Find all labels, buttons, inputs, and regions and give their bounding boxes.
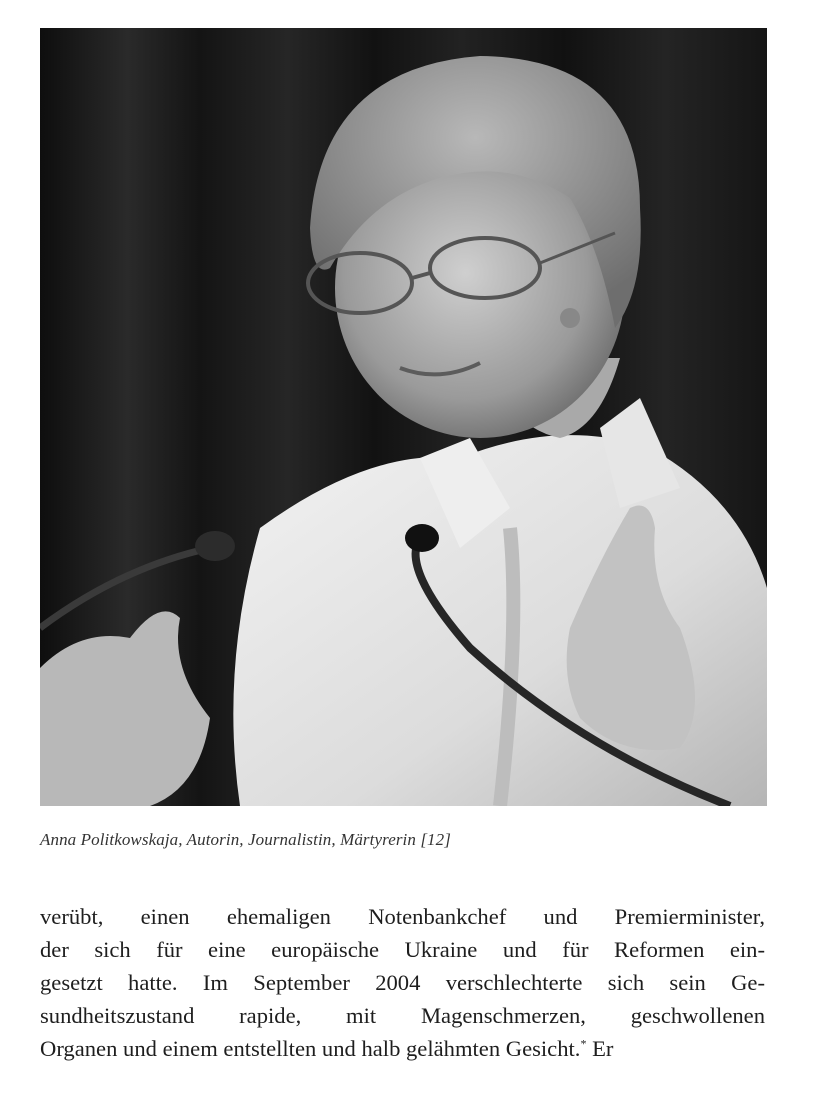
trailing-word: Er bbox=[586, 1036, 614, 1061]
portrait-photo bbox=[40, 28, 767, 806]
text-line: gesetzt hatte. Im September 2004 verschlechterte sich sein Ge- bbox=[40, 970, 765, 995]
text-line-last bbox=[40, 1032, 765, 1065]
text-line: Organen und einem entstellten und halb gelähmten Gesicht. bbox=[40, 1036, 581, 1061]
text-line: sundheitszustand rapide, mit Magenschmerzen, geschwollenen bbox=[40, 1003, 765, 1028]
body-paragraph bbox=[40, 900, 765, 1065]
footnote-marker[interactable]: * bbox=[580, 1036, 587, 1051]
figure-caption: Anna Politkowskaja, Autorin, Journalistin, Märtyrerin [12] bbox=[40, 830, 451, 849]
text-line: verübt, einen ehemaligen Notenbankchef und Premierminister, bbox=[40, 904, 765, 929]
text-line: der sich für eine europäische Ukraine und für Reformen ein- bbox=[40, 937, 765, 962]
